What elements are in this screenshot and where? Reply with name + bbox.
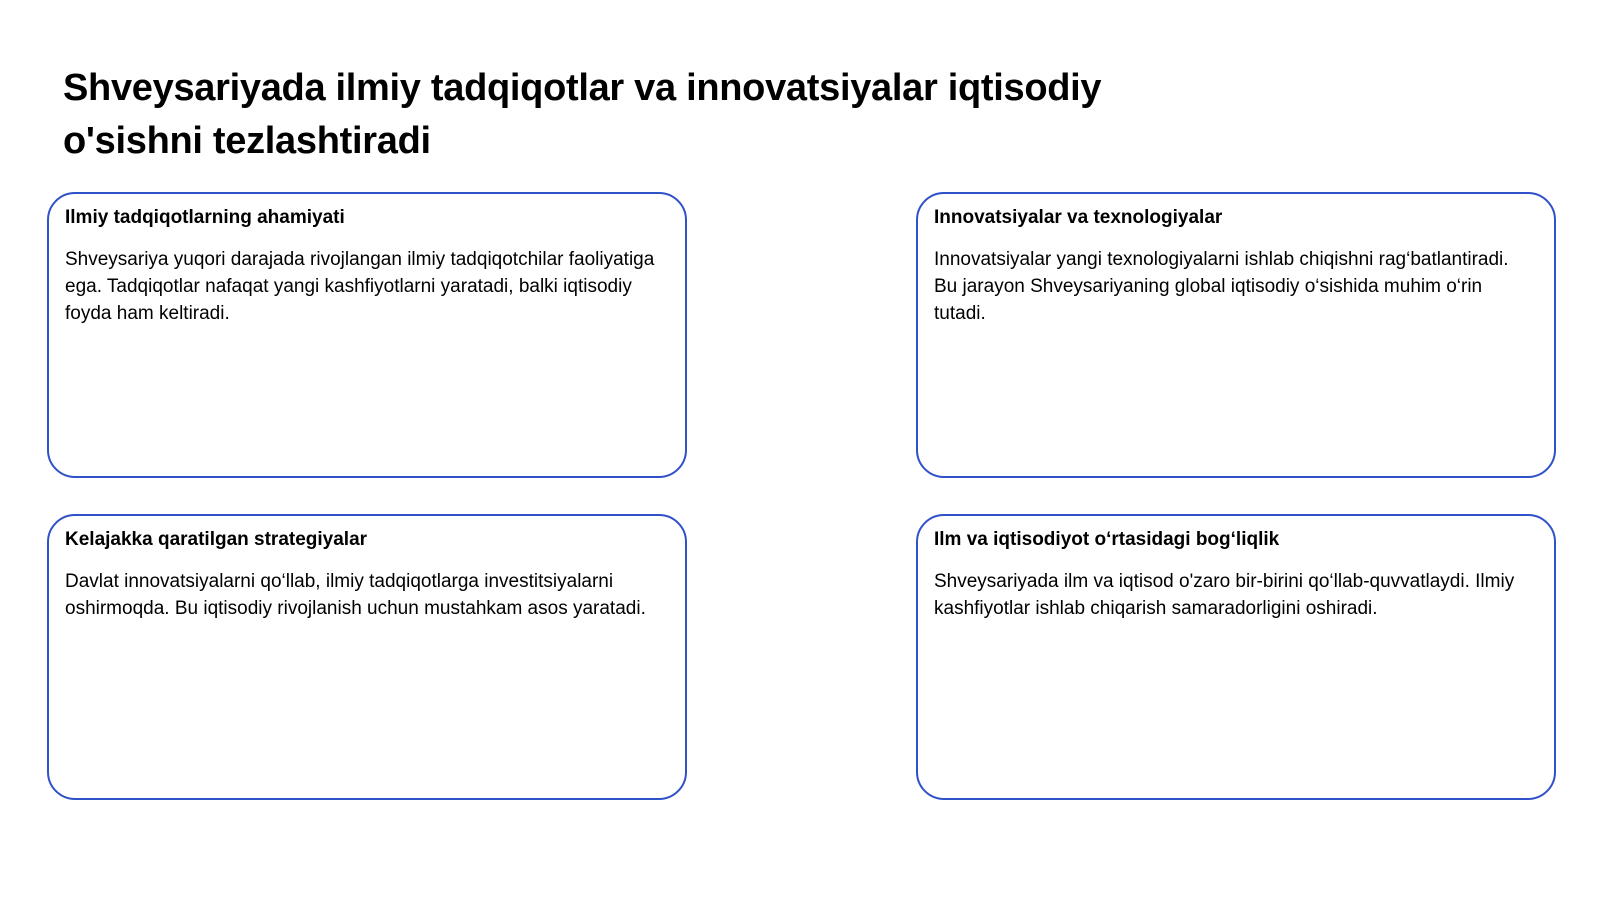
card-body-text: Davlat innovatsiyalarni qo‘llab, ilmiy tadqiqotlarga investitsiyalarni oshirmoqda. Bu iqtisodiy rivojlanish uchun mustahkam asos yaratadi. <box>65 571 646 619</box>
card-heading: Ilmiy tadqiqotlarning ahamiyati <box>65 207 345 228</box>
card-heading: Ilm va iqtisodiyot o‘rtasidagi bog‘liqlik <box>934 529 1280 550</box>
slide-title: Shveysariyada ilmiy tadqiqotlar va innovatsiyalar iqtisodiy o'sishni tezlashtiradi <box>63 67 1102 162</box>
card-body-text: Innovatsiyalar yangi texnologiyalarni ishlab chiqishni rag‘batlantiradi. Bu jarayon Shveysariyaning global iqtisodiy o‘sishida muhim o‘rin tutadi. <box>934 249 1509 324</box>
card-body-text: Shveysariyada ilm va iqtisod o'zaro bir-birini qo‘llab-quvvatlaydi. Ilmiy kashfiyotlar ishlab chiqarish samaradorligini oshiradi. <box>934 571 1515 619</box>
card-research-importance <box>47 192 687 478</box>
card-future-strategies <box>47 514 687 800</box>
card-heading: Kelajakka qaratilgan strategiyalar <box>65 529 368 550</box>
card-innovations-technologies <box>916 192 1556 478</box>
card-body-text: Shveysariya yuqori darajada rivojlangan ilmiy tadqiqotchilar faoliyatiga ega. Tadqiqotlar nafaqat yangi kashfiyotlarni yaratadi, balki iqtisodiy foyda ham keltiradi. <box>65 249 655 324</box>
card-heading: Innovatsiyalar va texnologiyalar <box>934 207 1223 228</box>
card-science-economy-link <box>916 514 1556 800</box>
